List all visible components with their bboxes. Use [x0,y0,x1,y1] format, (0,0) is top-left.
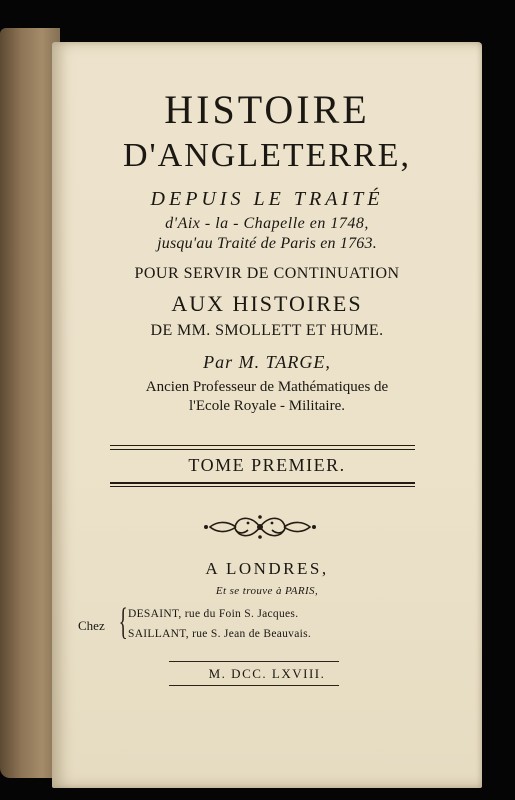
subtitle-line-2: d'Aix - la - Chapelle en 1748, [165,215,369,232]
place-of-publication: A LONDRES, [205,559,329,578]
title-line-1: HISTOIRE [164,87,370,132]
volume-rule-top-thin [110,449,415,450]
title-line-2: D'ANGLETERRE, [122,137,412,174]
purpose-line-1: POUR SERVIR DE CONTINUATION [134,265,400,282]
publisher-2: SAILLANT, rue S. Jean de Beauvais. [128,628,312,640]
publication-date: M. DCC. LXVIII. [208,666,326,681]
publisher-1: DESAINT, rue du Foin S. Jacques. [128,608,299,620]
chez-label: Chez [78,618,105,633]
printers-ornament-icon [202,512,318,542]
volume-label: TOME PREMIER. [188,455,346,475]
author-line: Par M. TARGE, [203,352,331,372]
title-page [52,42,482,788]
publishers-block [76,601,456,648]
purpose-line-3: DE MM. SMOLLETT ET HUME. [150,322,384,339]
subtitle-line-1: DEPUIS LE TRAITÉ [150,188,384,210]
author-description-line-2: l'Ecole Royale - Militaire. [189,398,345,414]
author-description-line-1: Ancien Professeur de Mathématiques de [145,379,389,395]
book-spine-edge [0,28,60,778]
volume-rule-top [110,445,415,446]
sold-at-line: Et se trouve à PARIS, [215,585,319,597]
purpose-line-2: AUX HISTOIRES [171,291,363,316]
date-rule-bottom [169,685,339,686]
volume-rule-bottom-thin [110,486,415,487]
volume-rule-bottom [110,482,415,484]
date-rule-top [169,661,339,662]
subtitle-line-3: jusqu'au Traité de Paris en 1763. [157,235,377,252]
brace-icon: { [118,601,128,643]
